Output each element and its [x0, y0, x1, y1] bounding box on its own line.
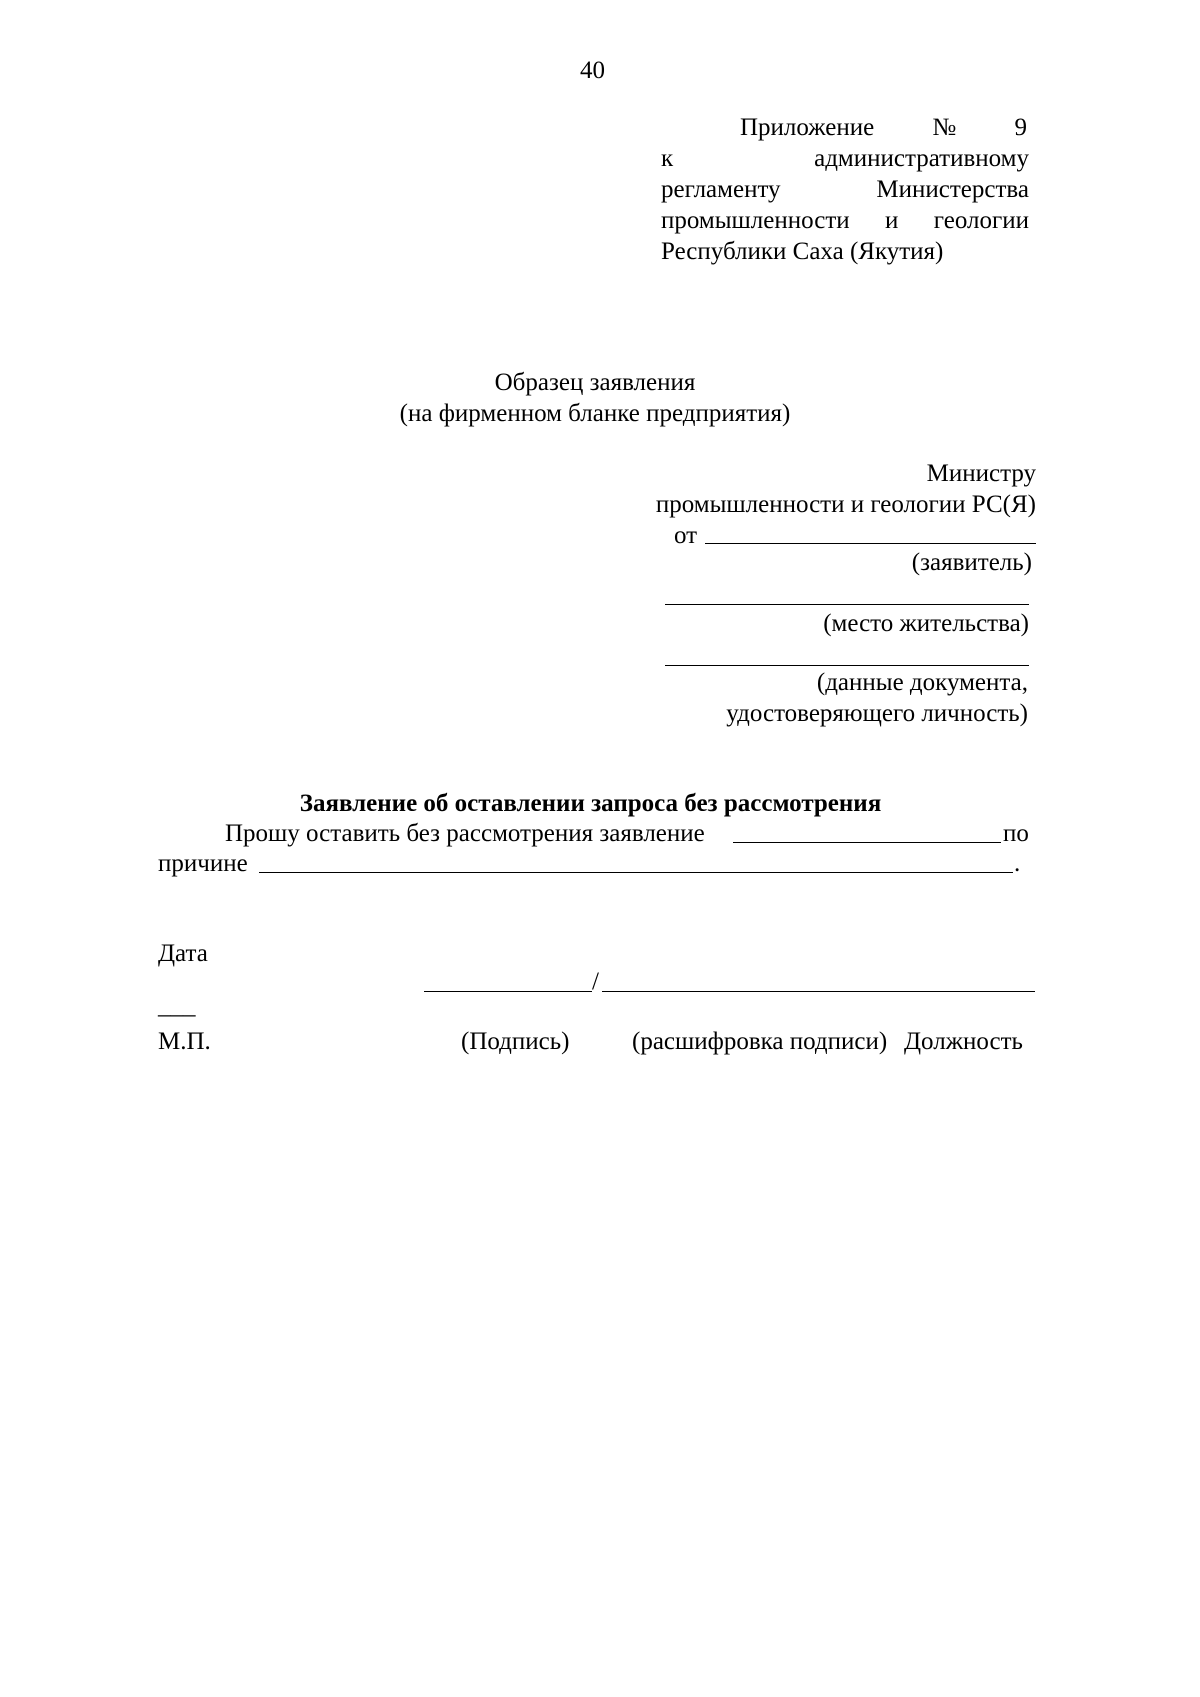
appendix-word: административному — [814, 145, 1029, 172]
signature-decoding-field[interactable] — [602, 991, 1035, 992]
appendix-word: регламенту — [661, 176, 781, 203]
appendix-word: и — [885, 207, 899, 234]
sample-subtitle: (на фирменном бланке предприятия) — [399, 400, 791, 427]
appendix-word: № — [932, 114, 957, 141]
page-number: 40 — [580, 57, 605, 84]
appendix-lines — [661, 143, 1029, 267]
request-text: Прошу оставить без рассмотрения заявление — [225, 820, 705, 847]
residence-caption: (место жительства) — [823, 610, 1029, 637]
appendix-line-3 — [661, 174, 1029, 205]
date-label: Дата — [158, 940, 208, 967]
appendix-line-1 — [740, 112, 1027, 143]
signature-field[interactable] — [424, 991, 592, 992]
appendix-word: 9 — [1014, 114, 1027, 141]
decoding-caption: (расшифровка подписи) — [632, 1028, 888, 1055]
appendix-word: к — [661, 145, 674, 172]
reason-end: . — [1014, 850, 1021, 877]
by-word: по — [1003, 820, 1029, 847]
residence-field[interactable] — [665, 604, 1029, 605]
short-line: ___ — [158, 992, 196, 1019]
appendix-line-4 — [661, 205, 1029, 236]
reason-field[interactable] — [259, 872, 1013, 873]
sample-heading — [0, 367, 1190, 429]
id-document-field[interactable] — [665, 665, 1029, 666]
reason-word: причине — [158, 850, 248, 877]
signature-slash: / — [592, 968, 599, 995]
statement-heading: Заявление об оставлении запроса без рассмотрения — [299, 790, 882, 817]
position-caption: Должность — [904, 1028, 1023, 1055]
appendix-block — [720, 112, 1027, 143]
applicant-field[interactable] — [705, 543, 1036, 544]
appendix-line-2 — [661, 143, 1029, 174]
from-prefix: от — [674, 522, 698, 549]
addressee-to-line-1: Министру — [926, 460, 1036, 487]
id-caption-line-2: удостоверяющего личность) — [726, 700, 1028, 727]
stamp-label: М.П. — [158, 1028, 211, 1055]
id-caption-line-1: (данные документа, — [816, 669, 1028, 696]
application-field[interactable] — [733, 842, 1001, 843]
appendix-line-5: Республики Саха (Якутия) — [661, 238, 944, 265]
addressee-to-line-2: промышленности и геологии РС(Я) — [655, 491, 1036, 518]
appendix-word: промышленности — [661, 207, 850, 234]
appendix-word: Приложение — [740, 114, 875, 141]
appendix-word: геологии — [933, 207, 1029, 234]
applicant-caption: (заявитель) — [911, 549, 1032, 576]
signature-caption: (Подпись) — [461, 1028, 570, 1055]
sample-title: Образец заявления — [494, 369, 696, 396]
appendix-word: Министерства — [876, 176, 1029, 203]
